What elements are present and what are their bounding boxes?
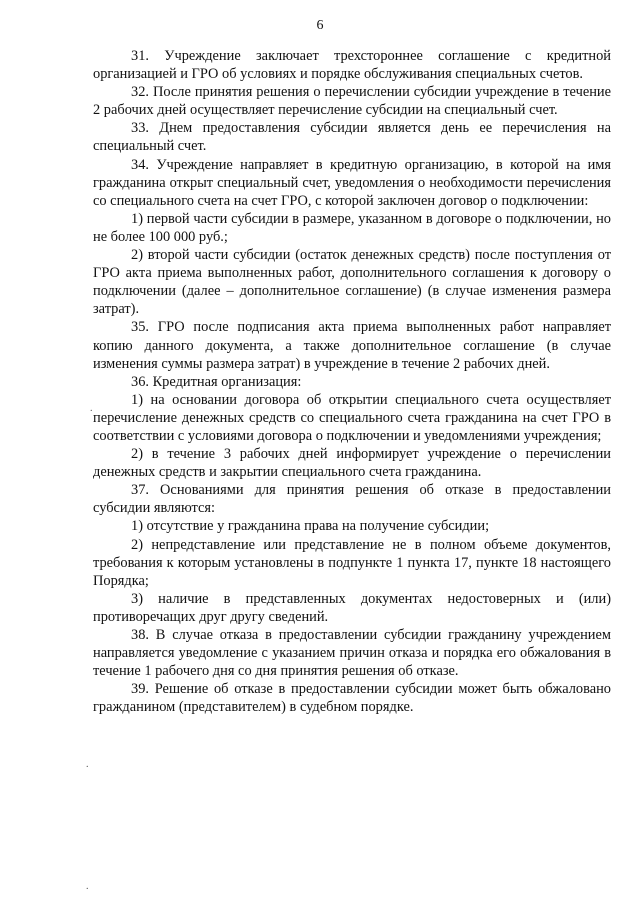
paragraph-32: 32. После принятия решения о перечислении субсидии учреждение в течение 2 рабочих дней осуществляет перечисление субсидии на специальный счет. bbox=[93, 84, 611, 119]
paragraph-36: 36. Кредитная организация: bbox=[131, 373, 302, 390]
page-number: 6 bbox=[316, 18, 324, 33]
scan-speck: . bbox=[86, 759, 89, 770]
scan-speck: . bbox=[90, 403, 93, 414]
paragraph-36-item-1: 1) на основании договора об открытии специального счета осуществляет перечисление денежных средств со специального счета гражданина на счет ГРО в соответствии с условиями договора о подключении и уведомлениями учреждения; bbox=[93, 391, 611, 444]
paragraph-39: 39. Решение об отказе в предоставлении субсидии может быть обжаловано гражданином (представителем) в судебном порядке. bbox=[93, 681, 611, 716]
paragraph-34: 34. Учреждение направляет в кредитную организацию, в которой на имя гражданина открыт специальный счет, уведомления о необходимости перечисления со специального счета на счет ГРО, с которой заключен договор о подключении: bbox=[93, 156, 611, 209]
paragraph-37-item-3: 3) наличие в представленных документах недостоверных и (или) противоречащих друг другу сведений. bbox=[93, 590, 611, 625]
paragraph-31: 31. Учреждение заключает трехстороннее соглашение с кредитной организацией и ГРО об условиях и порядке обслуживания специальных счетов. bbox=[93, 48, 611, 83]
paragraph-36-item-2: 2) в течение 3 рабочих дней информирует учреждение о перечислении денежных средств и закрытии специального счета гражданина. bbox=[93, 446, 611, 481]
paragraph-37-item-1: 1) отсутствие у гражданина права на получение субсидии; bbox=[131, 518, 490, 535]
document-body bbox=[93, 47, 611, 716]
paragraph-35: 35. ГРО после подписания акта приема выполненных работ направляет копию данного документа, а также дополнительное соглашение (в случае изменения суммы размера затрат) в учреждение в течение 2 рабочих дней. bbox=[93, 319, 611, 372]
paragraph-37: 37. Основаниями для принятия решения об отказе в предоставлении субсидии являются: bbox=[93, 482, 611, 517]
paragraph-37-item-2: 2) непредставление или представление не в полном объеме документов, требования к которым установлены в подпункте 1 пункта 17, пункте 18 настоящего Порядка; bbox=[93, 536, 611, 589]
paragraph-34-item-2: 2) второй части субсидии (остаток денежных средств) после поступления от ГРО акта приема выполненных работ, дополнительного соглашения к договору о подключении (далее – дополнительное соглашение) (в случае изменения размера затрат). bbox=[93, 247, 611, 318]
paragraph-34-item-1: 1) первой части субсидии в размере, указанном в договоре о подключении, но не более 100 000 руб.; bbox=[93, 210, 611, 245]
scan-speck: . bbox=[86, 881, 89, 892]
paragraph-38: 38. В случае отказа в предоставлении субсидии гражданину учреждением направляется уведомление с указанием причин отказа и порядка его обжалования в течение 1 рабочего дня со дня принятия решения об отказе. bbox=[93, 627, 611, 680]
paragraph-33: 33. Днем предоставления субсидии является день ее перечисления на специальный счет. bbox=[93, 120, 611, 155]
